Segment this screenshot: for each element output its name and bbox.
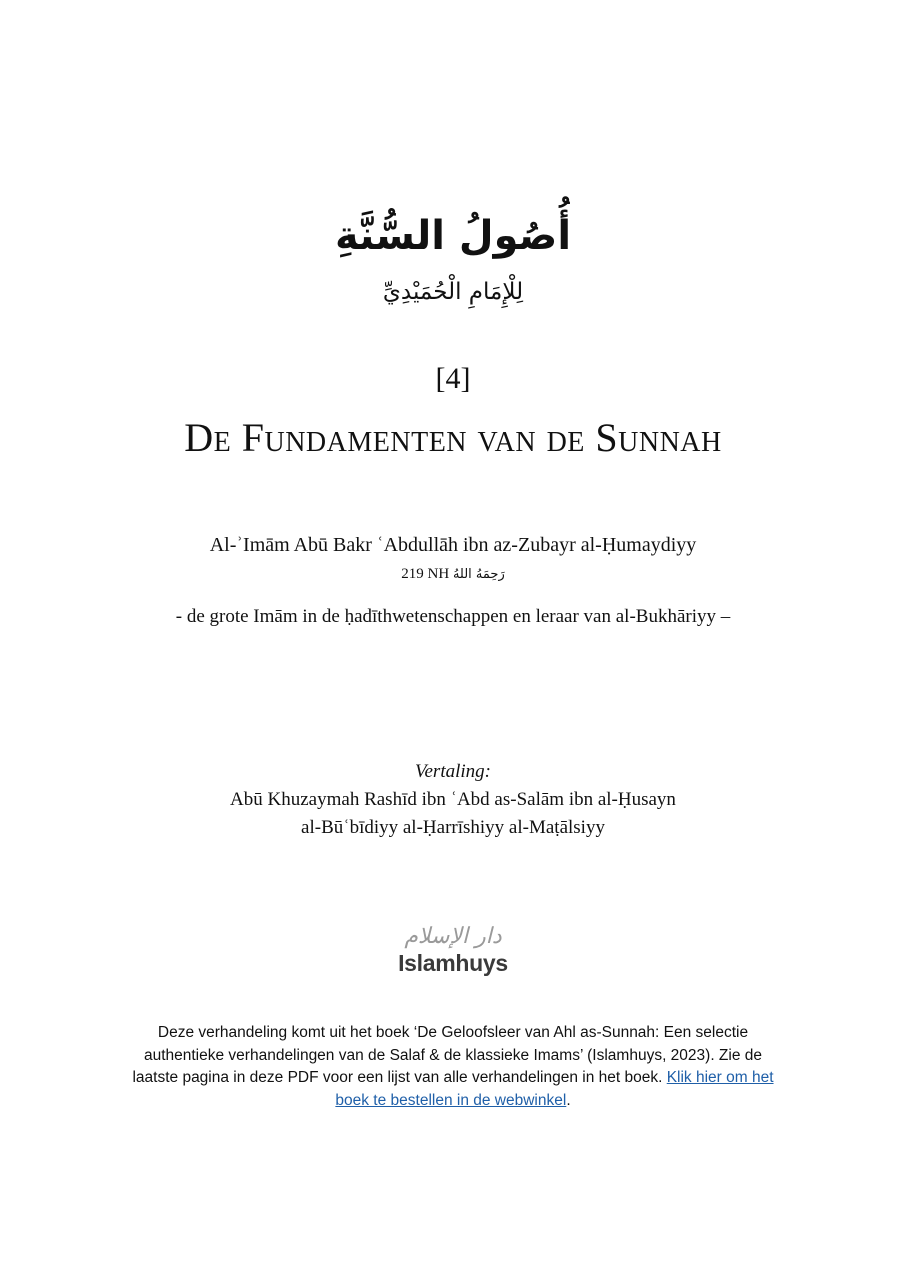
translation-label: Vertaling: (415, 761, 491, 782)
footnote-end: . (566, 1091, 571, 1109)
webshop-link[interactable]: Klik hier om het boek te bestellen in de webwinkel (335, 1069, 774, 1109)
footnote (128, 1022, 778, 1112)
logo-text: Islamhuys (398, 950, 508, 976)
honorific: رَحِمَهُ اللهُ (452, 567, 505, 582)
footnote-text: Deze verhandeling komt uit het boek ‘De Geloofsleer van Ahl as-Sunnah: Een selectie authentieke verhandelingen van de Salaf & de klassieke Imams’ (Islamhuys, 2023). Zie de laatste pagina in deze PDF voor een lijst van alle verhandelingen in het boek. (132, 1024, 763, 1086)
publisher-logo (0, 924, 906, 976)
author-description: - de grote Imām in de ḥadīthwetenschappen en leraar van al-Bukhāriyy – (175, 606, 731, 627)
treatise-number: [4] (435, 362, 471, 395)
arabic-title: أُصُولُ السُّنَّةِ (334, 213, 572, 259)
author-death (0, 566, 906, 583)
logo-arabic: دار الإسلام (404, 924, 502, 949)
translator-line-2: al-Būʿbīdiyy al-Ḥarrīshiyy al-Maṭālsiyy (301, 817, 605, 838)
arabic-subtitle: لِلْإِمَامِ الْحُمَيْدِيِّ (382, 279, 524, 305)
translator (0, 786, 906, 842)
translator-line-1: Abū Khuzaymah Rashīd ibn ʿAbd as-Salām ibn al-Ḥusayn (230, 789, 676, 810)
page-title: De Fundamenten van de Sunnah (184, 415, 722, 460)
death-year: 219 NH (401, 566, 450, 582)
author-name: Al-ʾImām Abū Bakr ʿAbdullāh ibn az-Zubayr al-Ḥumaydiyy (209, 534, 697, 556)
